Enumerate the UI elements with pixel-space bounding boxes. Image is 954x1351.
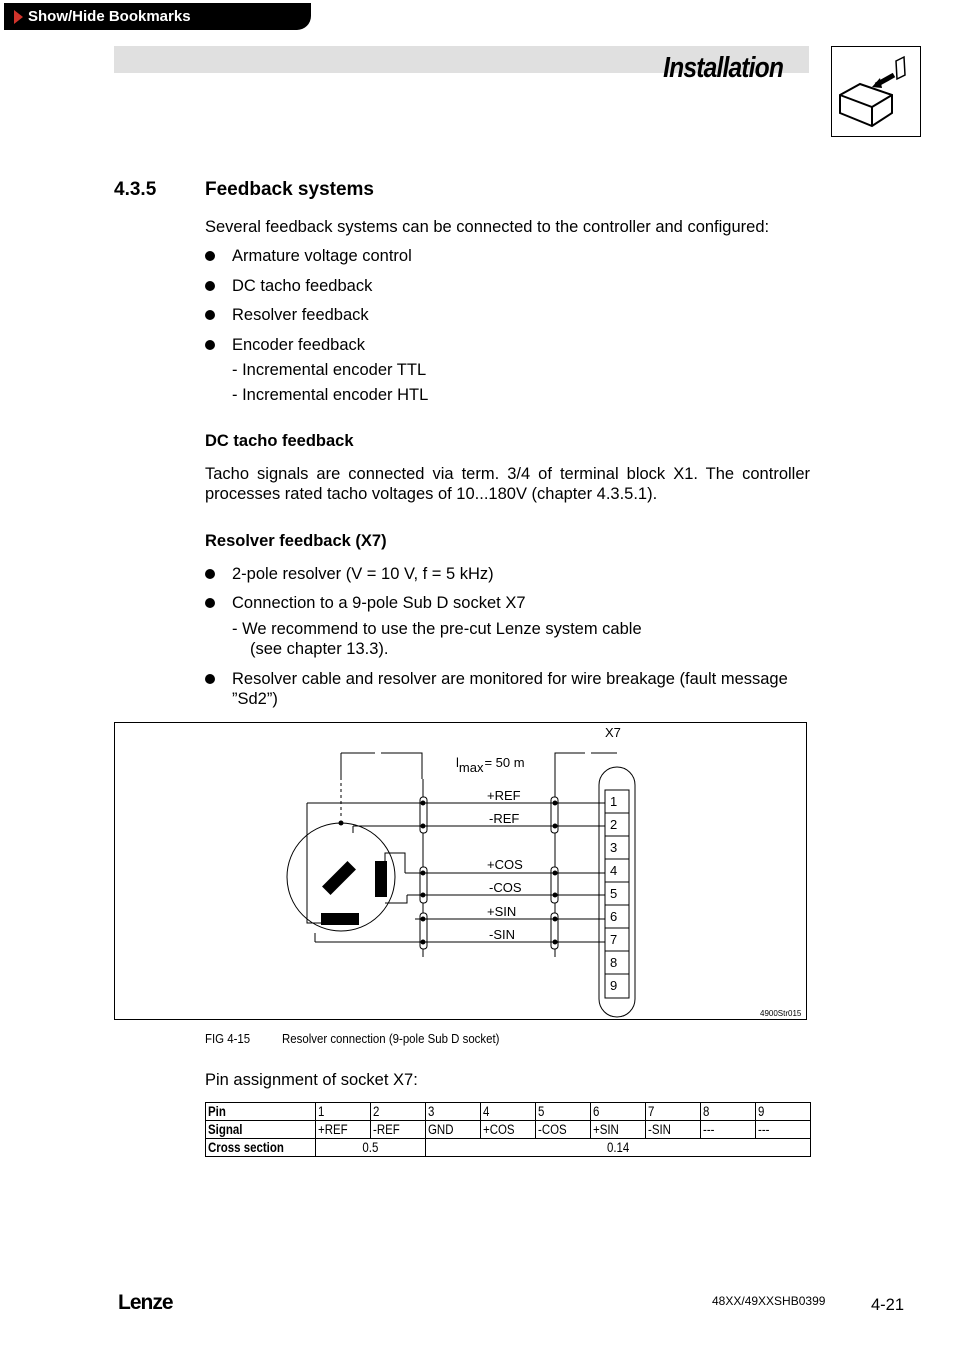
signal-label: -COS [489, 880, 522, 895]
pin-number: 7 [610, 932, 618, 947]
signal-label: +REF [487, 788, 521, 803]
pin-assignment-heading: Pin assignment of socket X7: [205, 1071, 418, 1089]
page-number: 4-21 [871, 1296, 905, 1314]
document-id: 48XX/49XXSHB0399 [712, 1294, 826, 1308]
table-row: Signal +REF -REF GND +COS -COS +SIN -SIN --- --- [206, 1121, 811, 1139]
pin-number: 9 [610, 978, 618, 993]
pin-number: 1 [610, 794, 618, 809]
section-number: 4.3.5 [114, 179, 157, 200]
tacho-text-line1: Tacho signals are connected via term. 3/4 of terminal block X1. The controller [205, 465, 810, 483]
signal-label: -SIN [489, 927, 515, 942]
resolver-diagram [114, 722, 807, 1020]
lmax-label: lmax= 50 m [456, 755, 525, 775]
signal-label: +SIN [487, 904, 517, 919]
sub-list-item: - We recommend to use the pre-cut Lenze system cable [232, 620, 642, 638]
lenze-logo: Lenze [118, 1291, 173, 1314]
tacho-text-line2: processes rated tacho voltages of 10...180V (chapter 4.3.5.1). [205, 485, 658, 503]
table-row: Pin 1 2 3 4 5 6 7 8 9 [206, 1103, 811, 1121]
pin-assignment-table [205, 1102, 811, 1157]
pin-number: 4 [610, 863, 618, 878]
figure-code: 4900Str015 [760, 1009, 802, 1018]
pin-number: 2 [610, 817, 618, 832]
triangle-right-icon [14, 10, 23, 24]
section-title: Feedback systems [205, 179, 374, 200]
figure-caption-text: Resolver connection (9-pole Sub D socket) [282, 1031, 500, 1046]
signal-label: +COS [487, 857, 523, 872]
pin-number: 8 [610, 955, 618, 970]
sub-list-item: - Incremental encoder TTL [232, 361, 427, 379]
sub-list-item: (see chapter 13.3). [250, 640, 389, 658]
list-item-continuation: ”Sd2”) [232, 690, 278, 708]
show-hide-bookmarks-button[interactable] [4, 3, 311, 30]
page-title: Installation [663, 52, 783, 84]
install-box-icon [831, 46, 921, 137]
pin-number: 3 [610, 840, 618, 855]
resolver-heading: Resolver feedback (X7) [205, 532, 387, 550]
connector-label: X7 [605, 725, 621, 740]
figure-caption-number: FIG 4-15 [205, 1031, 251, 1046]
sub-list-item: - Incremental encoder HTL [232, 386, 429, 404]
table-row: Cross section 0.5 0.14 [206, 1139, 811, 1157]
bookmarks-label: Show/Hide Bookmarks [28, 8, 191, 25]
intro-text: Several feedback systems can be connected to the controller and configured: [205, 218, 770, 236]
pin-number: 6 [610, 909, 618, 924]
signal-label: -REF [489, 811, 520, 826]
pin-number: 5 [610, 886, 618, 901]
tacho-heading: DC tacho feedback [205, 432, 354, 450]
